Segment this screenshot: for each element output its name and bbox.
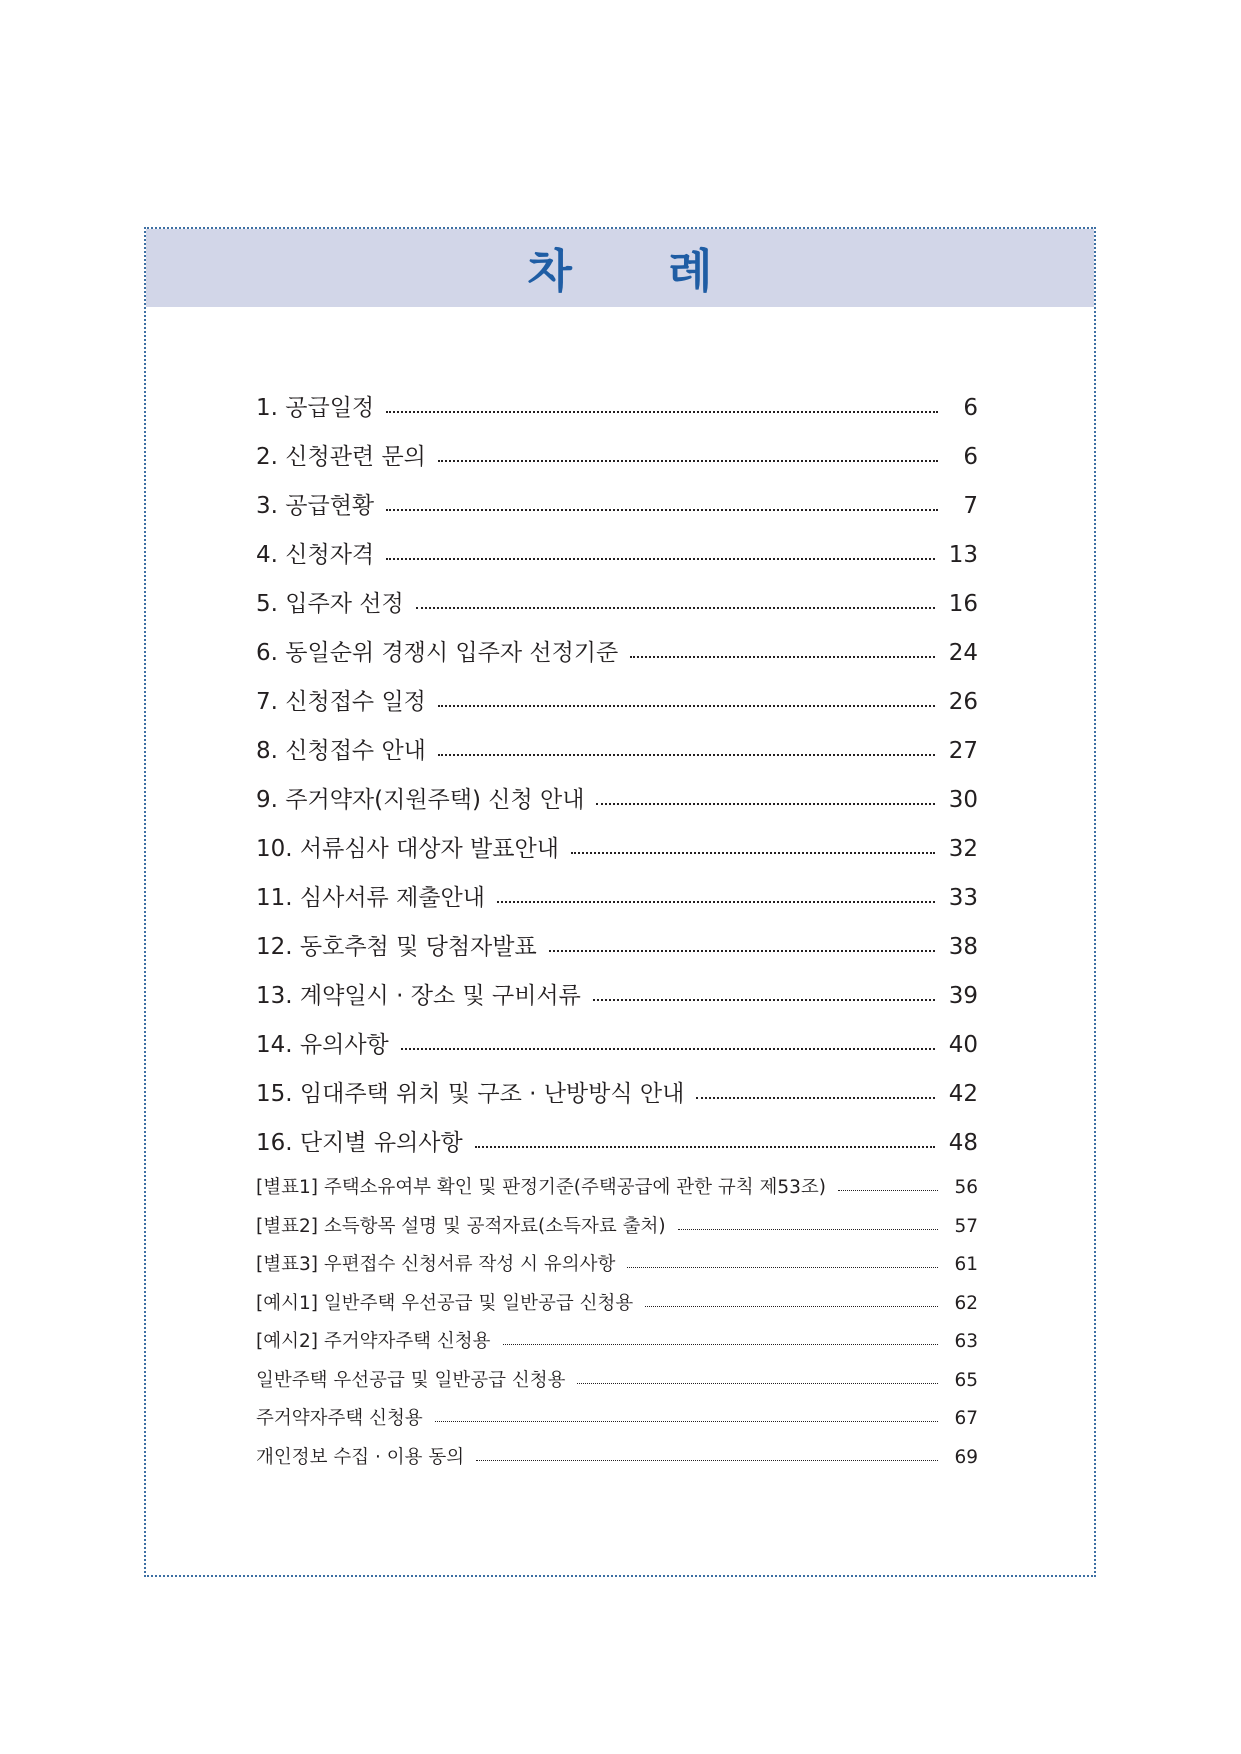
toc-entry[interactable] — [256, 781, 978, 830]
dot-leader — [549, 950, 935, 952]
toc-entry-label: 16. 단지별 유의사항 — [256, 1130, 463, 1156]
toc-entry-page: 48 — [948, 1130, 978, 1156]
toc-entry-label: 12. 동호추첨 및 당첨자발표 — [256, 934, 537, 960]
toc-appendix-entry[interactable] — [256, 1250, 978, 1289]
toc-entry-label: 6. 동일순위 경쟁시 입주자 선정기준 — [256, 640, 619, 666]
toc-entry-label: 8. 신청접수 안내 — [256, 738, 426, 764]
toc-entry-page: 32 — [948, 836, 978, 862]
toc-entry-page: 24 — [948, 640, 978, 666]
toc-entry[interactable] — [256, 928, 978, 977]
toc-entry-label: [별표3] 우편접수 신청서류 작성 시 유의사항 — [256, 1254, 616, 1275]
dot-leader — [435, 1421, 938, 1422]
toc-appendix-entry[interactable] — [256, 1173, 978, 1212]
toc-entry-label: 주거약자주택 신청용 — [256, 1408, 423, 1429]
toc-appendix-entry[interactable] — [256, 1366, 978, 1405]
toc-entry[interactable] — [256, 1026, 978, 1075]
toc-entry[interactable] — [256, 487, 978, 536]
toc-entry[interactable] — [256, 732, 978, 781]
toc-entry-page: 63 — [954, 1331, 978, 1352]
toc-entry-label: 개인정보 수집 · 이용 동의 — [256, 1446, 465, 1468]
dot-leader — [386, 509, 938, 511]
toc-list — [256, 389, 978, 1481]
toc-entry[interactable] — [256, 634, 978, 683]
toc-entry-label: 2. 신청관련 문의 — [256, 444, 426, 470]
toc-entry-label: 5. 입주자 선정 — [256, 591, 404, 617]
dot-leader — [401, 1048, 935, 1050]
dot-leader — [438, 754, 935, 756]
dot-leader — [630, 656, 934, 658]
toc-entry-page: 67 — [954, 1408, 978, 1429]
toc-entry-page: 61 — [954, 1254, 978, 1275]
dot-leader — [571, 852, 935, 854]
dot-leader — [696, 1097, 934, 1099]
toc-entry[interactable] — [256, 438, 978, 487]
toc-entry[interactable] — [256, 585, 978, 634]
dot-leader — [438, 705, 935, 707]
toc-entry-page: 38 — [948, 934, 978, 960]
toc-entry-label: 4. 신청자격 — [256, 542, 375, 568]
toc-entry-label: 3. 공급현황 — [256, 493, 375, 519]
toc-entry-page: 69 — [954, 1446, 978, 1468]
toc-entry[interactable] — [256, 977, 978, 1026]
toc-entry-page: 7 — [963, 493, 978, 519]
dot-leader — [838, 1190, 938, 1191]
toc-entry-label: 9. 주거약자(지원주택) 신청 안내 — [256, 787, 585, 813]
toc-entry-page: 30 — [948, 787, 978, 813]
toc-entry-page: 62 — [954, 1292, 978, 1314]
toc-entry-label: 일반주택 우선공급 및 일반공급 신청용 — [256, 1369, 566, 1391]
toc-entry-label: 10. 서류심사 대상자 발표안내 — [256, 836, 559, 862]
dot-leader — [596, 803, 934, 805]
toc-entry-page: 26 — [948, 689, 978, 715]
toc-entry-label: 1. 공급일정 — [256, 395, 375, 421]
toc-entry-label: 13. 계약일시 · 장소 및 구비서류 — [256, 983, 581, 1009]
toc-entry-label: [예시1] 일반주택 우선공급 및 일반공급 신청용 — [256, 1292, 634, 1314]
toc-appendix-entry[interactable] — [256, 1212, 978, 1251]
toc-appendix-entry[interactable] — [256, 1404, 978, 1443]
dot-leader — [593, 999, 935, 1001]
toc-entry-page: 16 — [948, 591, 978, 617]
toc-entry-page: 56 — [954, 1177, 978, 1198]
toc-entry-label: 15. 임대주택 위치 및 구조 · 난방방식 안내 — [256, 1081, 685, 1107]
toc-appendix-entry[interactable] — [256, 1289, 978, 1328]
toc-entry-page: 57 — [954, 1215, 978, 1237]
toc-entry-page: 6 — [963, 444, 978, 470]
toc-entry[interactable] — [256, 879, 978, 928]
toc-frame — [144, 227, 1096, 1577]
toc-entry-label: [예시2] 주거약자주택 신청용 — [256, 1331, 491, 1352]
toc-entry-page: 27 — [948, 738, 978, 764]
dot-leader — [386, 558, 935, 560]
toc-entry-label: 14. 유의사항 — [256, 1032, 389, 1058]
toc-entry[interactable] — [256, 1075, 978, 1124]
dot-leader — [416, 607, 935, 609]
dot-leader — [627, 1267, 938, 1268]
toc-entry-page: 65 — [954, 1369, 978, 1391]
dot-leader — [497, 901, 935, 903]
dot-leader — [476, 1460, 938, 1461]
toc-entry[interactable] — [256, 830, 978, 879]
toc-entry[interactable] — [256, 389, 978, 438]
dot-leader — [386, 411, 938, 413]
dot-leader — [438, 460, 938, 462]
page-title: 차 례 — [527, 244, 753, 298]
toc-entry[interactable] — [256, 536, 978, 585]
toc-entry-label: [별표2] 소득항목 설명 및 공적자료(소득자료 출처) — [256, 1215, 666, 1237]
toc-entry-page: 42 — [948, 1081, 978, 1107]
dot-leader — [503, 1344, 938, 1345]
dot-leader — [645, 1306, 938, 1307]
toc-entry-label: 11. 심사서류 제출안내 — [256, 885, 485, 911]
toc-entry-label: 7. 신청접수 일정 — [256, 689, 426, 715]
toc-entry-page: 33 — [948, 885, 978, 911]
toc-entry[interactable] — [256, 1124, 978, 1173]
toc-entry-label: [별표1] 주택소유여부 확인 및 판정기준(주택공급에 관한 규칙 제53조) — [256, 1177, 826, 1198]
toc-entry-page: 40 — [948, 1032, 978, 1058]
toc-entry[interactable] — [256, 683, 978, 732]
dot-leader — [577, 1383, 938, 1384]
dot-leader — [678, 1229, 938, 1230]
toc-header — [146, 229, 1094, 307]
toc-entry-page: 39 — [948, 983, 978, 1009]
toc-entry-page: 13 — [948, 542, 978, 568]
toc-appendix-entry[interactable] — [256, 1327, 978, 1366]
toc-entry-page: 6 — [963, 395, 978, 421]
toc-appendix-entry[interactable] — [256, 1443, 978, 1482]
dot-leader — [475, 1146, 935, 1148]
